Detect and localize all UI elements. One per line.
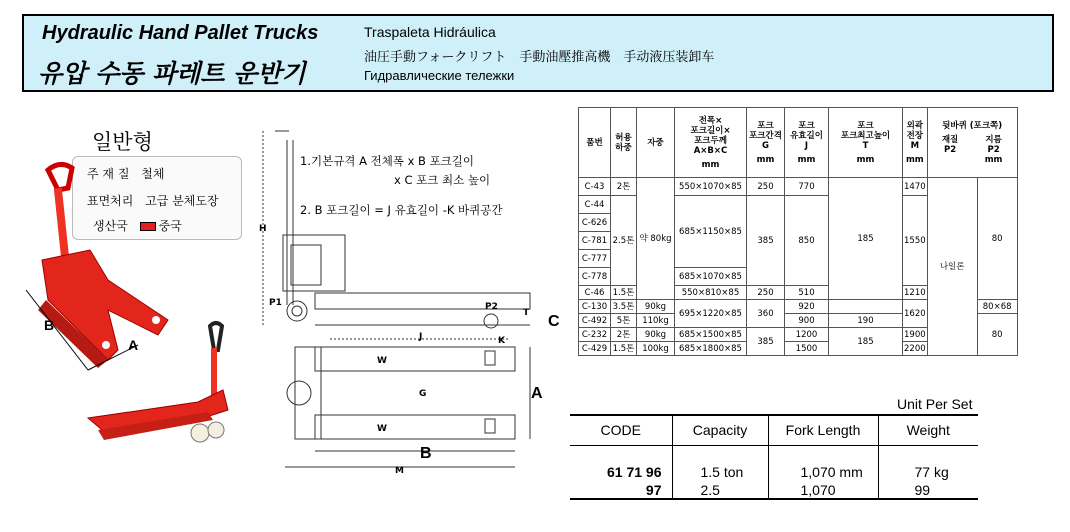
origin-value: 중국 xyxy=(158,219,182,233)
col-max-height: 포크 포크최고높이 T mm xyxy=(829,108,903,178)
dim-H: H xyxy=(259,224,267,234)
pallet-truck-top-view xyxy=(38,164,168,368)
table-row: C-778 685×1070×85 xyxy=(579,268,1018,286)
pallet-truck-illustration xyxy=(18,150,248,450)
table-row: C-232 2톤 90kg 685×1500×85 385 1200 185 1900 xyxy=(579,328,1018,342)
header-fork-length: Fork Length xyxy=(768,415,878,445)
col-rear-wheel: 뒷바퀴 (포크쪽) 재질 P2 지름 P2 mm xyxy=(927,108,1017,178)
dim-C: C xyxy=(548,313,560,330)
table-row: C-44 2.5톤 685×1150×85 385 850 1550 xyxy=(579,196,1018,214)
table-row: C-130 3.5톤 90kg 695×1220×85 360 920 1620 80×68 xyxy=(579,300,1018,314)
col-capacity: 허용 하중 xyxy=(611,108,637,178)
finish-value: 고급 분체도장 xyxy=(145,194,219,208)
table-row: C-43 2톤 약 80kg 550×1070×85 250 770 185 1470 나일론 80 xyxy=(579,178,1018,196)
table-row: C-429 1.5톤 100kg 685×1800×85 1500 2200 xyxy=(579,342,1018,356)
col-weight: 자중 xyxy=(637,108,675,178)
table-row: C-777 xyxy=(579,250,1018,268)
header-weight: Weight xyxy=(878,415,978,445)
col-effective-length: 포크 유효길이 J mm xyxy=(785,108,829,178)
table-row: C-492 5톤 110kg 900 190 80 xyxy=(579,314,1018,328)
top-view-drawing xyxy=(285,339,530,467)
finish-label: 표면처리 xyxy=(87,194,134,208)
table-row: C-781 xyxy=(579,232,1018,250)
origin-label: 생산국 xyxy=(93,219,128,233)
note-line-2: x C 포크 최소 높이 xyxy=(394,173,491,187)
dim-W-bottom: W xyxy=(377,424,387,434)
title-russian: Гидравлические тележки xyxy=(364,68,515,83)
col-dims: 전폭× 포크길이× 포크두께 A×B×C mm xyxy=(675,108,747,178)
dim-G: G xyxy=(419,389,427,399)
dim-M: M xyxy=(395,466,404,475)
col-gap: 포크 포크간격 G mm xyxy=(747,108,785,178)
header-code: CODE xyxy=(570,415,672,445)
dim-T: T xyxy=(523,308,530,318)
code-table-header xyxy=(570,415,978,445)
unit-per-set-label: Unit Per Set xyxy=(897,396,973,412)
dim-P1: P1 xyxy=(269,298,282,308)
dim-A: A xyxy=(531,385,543,402)
title-asian: 油圧手動フォークリフト 手動油壓推高機 手动液压装卸车 xyxy=(364,49,715,64)
photo-dim-A: A xyxy=(128,337,139,353)
note-line-3: 2. B 포크길이 = J 유효길이 -K 바퀴공간 xyxy=(300,203,503,217)
photo-dim-B: B xyxy=(44,317,55,333)
dim-P2: P2 xyxy=(485,302,498,312)
table-row: 97 2.5 1,070 99 xyxy=(570,481,978,499)
dim-W-top: W xyxy=(377,356,387,366)
spec-table xyxy=(578,107,1018,356)
header-capacity: Capacity xyxy=(672,415,768,445)
code-table xyxy=(570,414,978,500)
table-row: C-626 xyxy=(579,214,1018,232)
title-korean: 유압 수동 파레트 운반기 xyxy=(38,59,306,88)
technical-drawing xyxy=(255,125,560,475)
dim-B: B xyxy=(420,445,432,462)
note-line-1: 1.기본규격 A 전체폭 x B 포크길이 xyxy=(300,154,475,168)
material-value: 철체 xyxy=(141,167,165,181)
title-spanish: Traspaleta Hidráulica xyxy=(364,24,496,40)
dim-K: K xyxy=(498,336,505,346)
spec-header-row xyxy=(579,108,1018,178)
type-title: 일반형 xyxy=(92,130,153,154)
dim-J: J xyxy=(419,332,423,342)
title-english: Hydraulic Hand Pallet Trucks xyxy=(42,22,319,44)
col-outer-length: 외곽 전장 M mm xyxy=(903,108,928,178)
table-row: C-46 1.5톤 550×810×85 250 510 1210 xyxy=(579,286,1018,300)
side-view-drawing xyxy=(263,131,530,328)
material-label: 주 재 질 xyxy=(87,167,130,181)
header-banner xyxy=(22,14,1054,92)
col-model: 품번 xyxy=(579,108,611,178)
table-row: 61 71 96 1.5 ton 1,070 mm 77 kg xyxy=(570,463,978,481)
